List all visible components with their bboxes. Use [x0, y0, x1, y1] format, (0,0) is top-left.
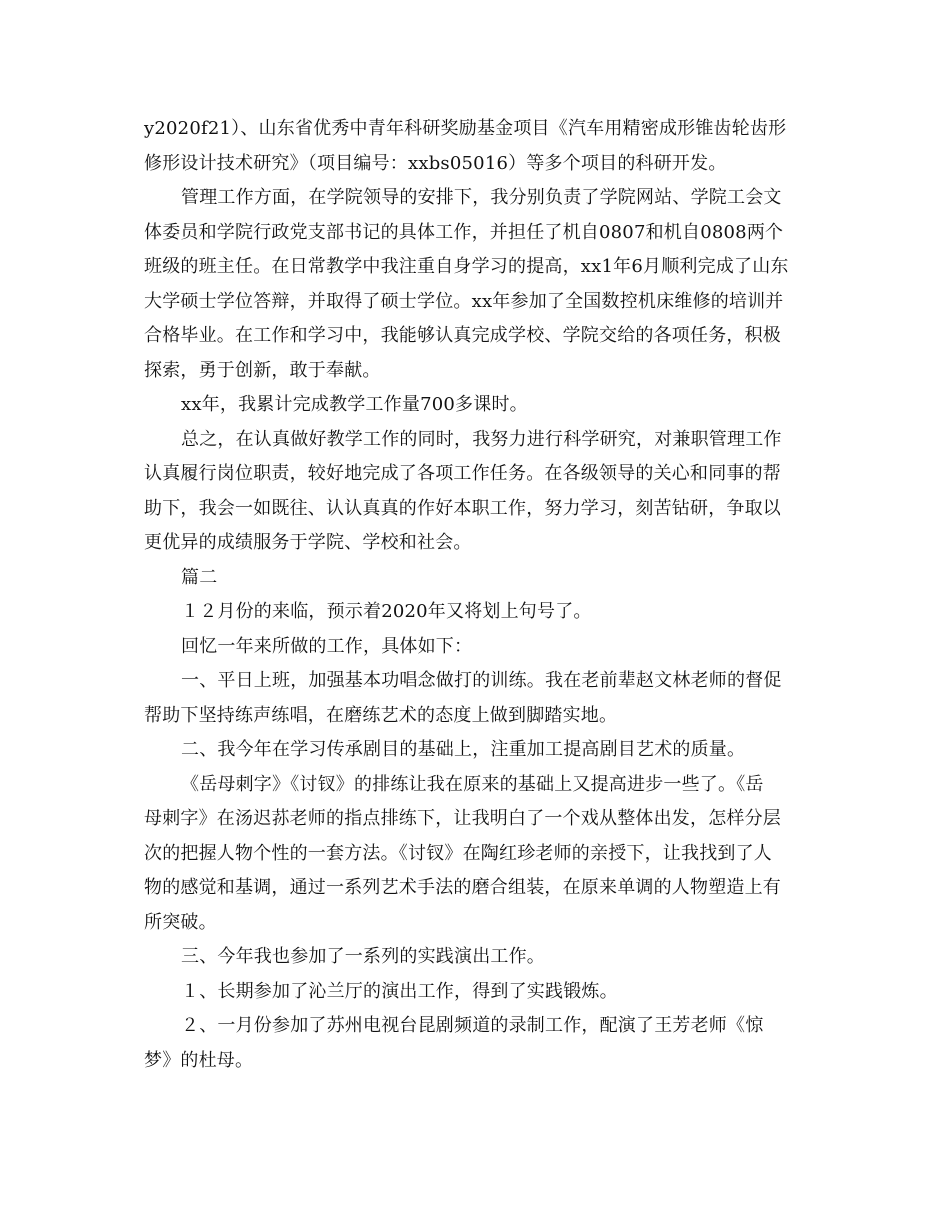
text-line: 探索，勇于创新，敢于奉献。: [144, 359, 381, 381]
text-line: y2020f21）、山东省优秀中青年科研奖励基金项目《汽车用精密成形锥齿轮齿形: [144, 118, 787, 139]
text-line: １、长期参加了沁兰厅的演出工作，得到了实践锻炼。: [181, 980, 618, 1002]
text-line: 所突破。: [144, 911, 217, 933]
text-line: 次的把握人物个性的一套方法。《讨钗》在陶红珍老师的亲授下，让我找到了人: [144, 842, 772, 864]
text-line: 梦》的杜母。: [144, 1049, 254, 1071]
text-line: 管理工作方面，在学院领导的安排下，我分别负责了学院网站、学院工会文: [181, 187, 782, 208]
text-line: 更优异的成绩服务于学院、学校和社会。: [144, 532, 472, 553]
text-line: 总之，在认真做好教学工作的同时，我努力进行科学研究，对兼职管理工作: [181, 428, 782, 450]
text-line: 二、我今年在学习传承剧目的基础上，注重加工提高剧目艺术的质量。: [181, 739, 746, 760]
text-line: 篇二: [181, 566, 218, 588]
text-line: 助下，我会一如既往、认认真真的作好本职工作，努力学习，刻苦钻研，争取以: [144, 497, 781, 519]
text-line: 《岳母刺字》《讨钗》的排练让我在原来的基础上又提高进步一些了。《岳: [181, 773, 764, 795]
text-line: 体委员和学院行政党支部书记的具体工作，并担任了机自0807和机自0808两个: [144, 221, 784, 243]
text-line: 一、平日上班，加强基本功唱念做打的训练。我在老前辈赵文林老师的督促: [181, 670, 782, 691]
text-line: １２月份的来临，预示着2020年又将划上句号了。: [181, 601, 592, 622]
text-line: 大学硕士学位答辩，并取得了硕士学位。xx年参加了全国数控机床维修的培训并: [144, 290, 784, 312]
text-line: 回忆一年来所做的工作，具体如下：: [181, 635, 473, 657]
text-line: 合格毕业。在工作和学习中，我能够认真完成学校、学院交给的各项任务，积极: [144, 325, 781, 346]
document-body: [144, 112, 804, 1078]
text-line: 三、今年我也参加了一系列的实践演出工作。: [181, 946, 545, 967]
text-line: 物的感觉和基调，通过一系列艺术手法的磨合组装，在原来单调的人物塑造上有: [144, 877, 781, 898]
text-line: xx年，我累计完成教学工作量700多课时。: [181, 394, 528, 415]
text-line: 班级的班主任。在日常教学中我注重自身学习的提高，xx1年6月顺利完成了山东: [144, 256, 789, 277]
text-line: 修形设计技术研究》（项目编号：xxbs05016）等多个项目的科研开发。: [144, 152, 727, 174]
text-line: 母刺字》在汤迟荪老师的指点排练下，让我明白了一个戏从整体出发，怎样分层: [144, 808, 781, 829]
text-line: 帮助下坚持练声练唱，在磨练艺术的态度上做到脚踏实地。: [144, 704, 618, 726]
text-line: ２、一月份参加了苏州电视台昆剧频道的录制工作，配演了王芳老师《惊: [181, 1015, 764, 1036]
text-line: 认真履行岗位职责，较好地完成了各项工作任务。在各级领导的关心和同事的帮: [144, 463, 781, 484]
